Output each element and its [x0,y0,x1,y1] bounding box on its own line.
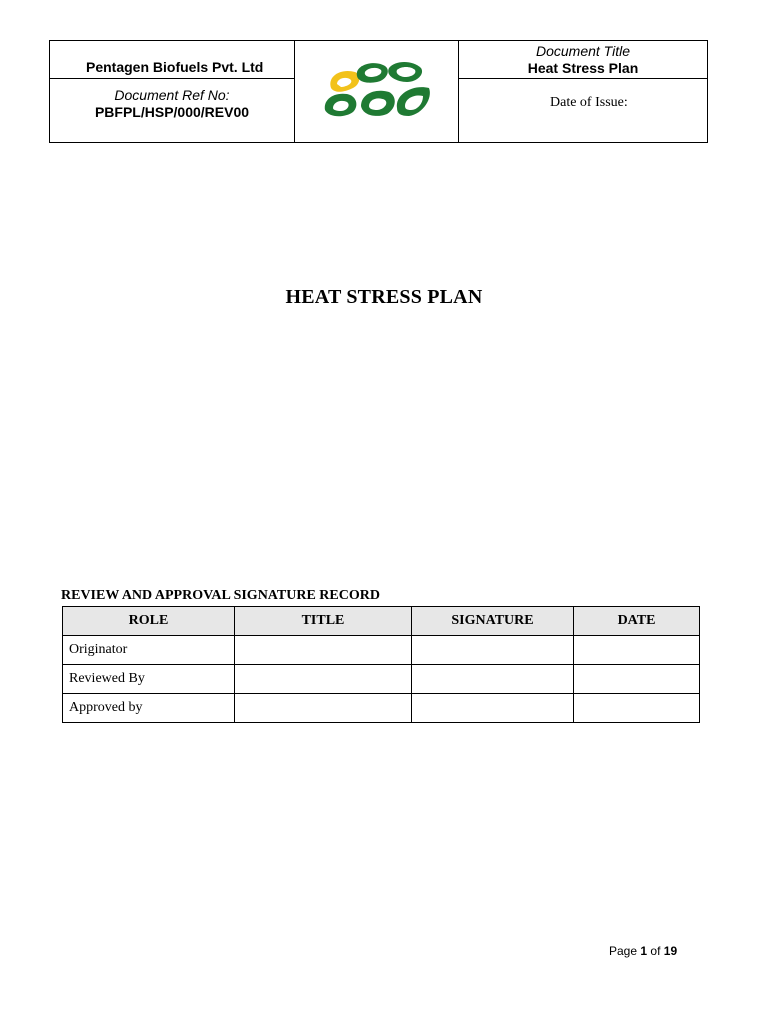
page-number [609,944,677,958]
document-ref-label: Document Ref No: [114,86,230,103]
column-header-date: DATE [574,607,700,636]
column-header-title: TITLE [235,607,412,636]
document-header-table [49,40,708,143]
date-cell [574,636,700,665]
document-ref-number: PBFPL/HSP/000/REV00 [94,103,250,120]
logo-cell [295,41,459,143]
table-row [63,665,700,694]
signature-cell [412,694,574,723]
signature-cell [412,636,574,665]
main-title: HEAT STRESS PLAN [285,286,483,308]
document-title-label: Document Title [535,42,631,59]
document-title-value: Heat Stress Plan [527,59,639,76]
title-cell [235,636,412,665]
title-cell [235,665,412,694]
title-cell [235,694,412,723]
document-title-cell [459,41,708,79]
role-cell: Approved by [63,694,235,723]
company-name: Pentagen Biofuels Pvt. Ltd [50,41,295,79]
signature-cell [412,665,574,694]
current-page: 1 [640,944,648,958]
company-logo-icon [317,54,437,124]
role-cell: Originator [63,636,235,665]
total-pages: 19 [663,944,678,958]
table-header-row [63,607,700,636]
table-row [63,694,700,723]
signature-record-table [62,606,700,723]
date-cell [574,665,700,694]
page-label: Page [609,944,638,958]
date-of-issue: Date of Issue: [459,79,708,143]
column-header-signature: SIGNATURE [412,607,574,636]
date-cell [574,694,700,723]
role-cell: Reviewed By [63,665,235,694]
of-label: of [650,944,661,958]
document-ref-cell [50,79,295,143]
column-header-role: ROLE [63,607,235,636]
signature-record-heading: REVIEW AND APPROVAL SIGNATURE RECORD [61,588,380,603]
table-row [63,636,700,665]
